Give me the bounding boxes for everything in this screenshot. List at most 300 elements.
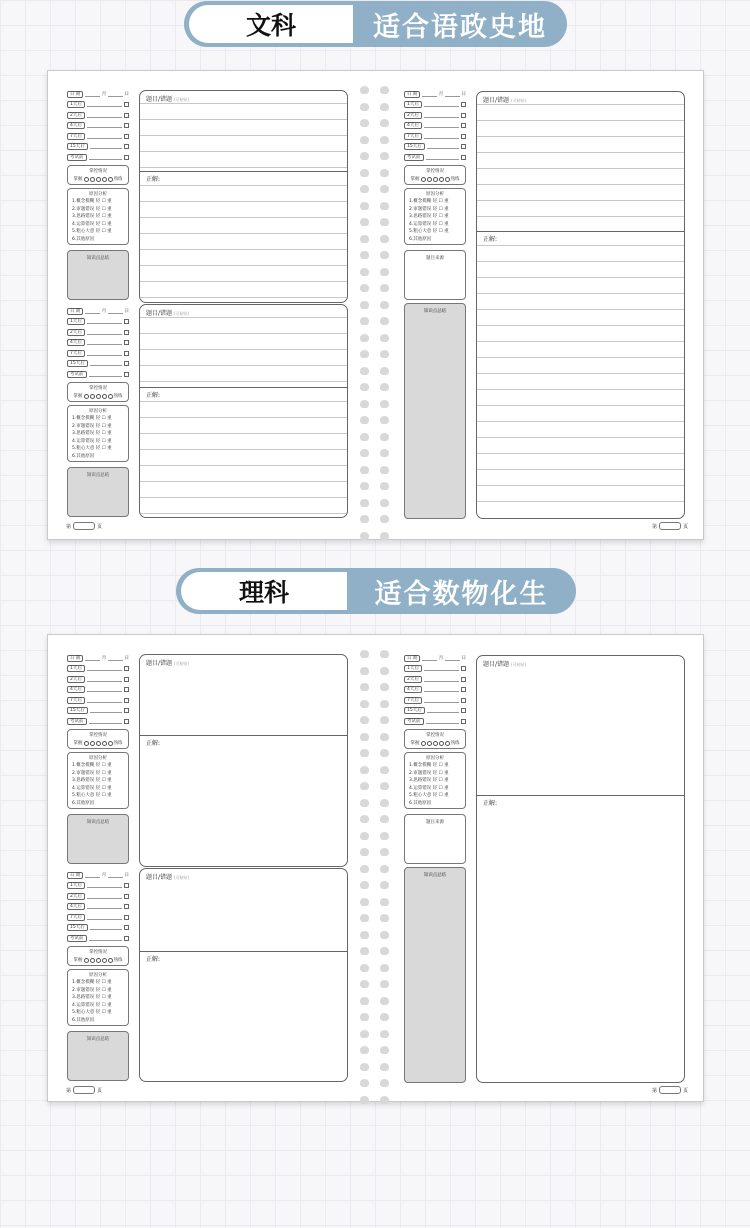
reason-item: 2.审题错误 轻 ☐ 重 [72, 206, 112, 212]
binding-ring [360, 251, 369, 259]
section-subtitle-science: 适合数物化生 [374, 578, 549, 610]
binding-ring [360, 515, 369, 523]
binding-ring [360, 350, 369, 358]
reason-item: 2.审题错误 轻 ☐ 重 [409, 770, 449, 776]
review-checkbox[interactable] [124, 113, 129, 118]
binding-ring [360, 1013, 369, 1021]
writing-line [477, 341, 684, 342]
question-source-box [404, 814, 466, 864]
review-line [424, 687, 459, 692]
reason-item: 6.其他原因 [72, 236, 95, 242]
reason-box [67, 188, 129, 245]
binding-ring [360, 301, 369, 309]
writing-line [477, 469, 684, 470]
review-row [404, 696, 466, 704]
mastery-scale [68, 740, 128, 746]
review-checkbox[interactable] [124, 155, 129, 160]
page-suffix: 页 [97, 523, 103, 530]
binding-ring [360, 914, 369, 922]
reason-item: 6.其他原因 [409, 236, 432, 242]
answer-divider [140, 387, 347, 388]
binding-ring [380, 383, 389, 391]
date-day-line [108, 92, 122, 97]
date-label: 日 期 [404, 655, 420, 662]
review-row [404, 101, 466, 109]
day-label: 日 [461, 656, 466, 661]
review-checkbox[interactable] [461, 687, 466, 692]
binding-ring [360, 218, 369, 226]
review-checkbox[interactable] [124, 330, 129, 335]
review-day-label: 考试前 [67, 718, 87, 725]
answer-label: 正解: [483, 236, 498, 243]
question-hint: (可粘贴) [173, 97, 190, 102]
question-source-label: 题目来源 [426, 820, 444, 825]
binding-ring [380, 1013, 389, 1021]
date-day-line [108, 656, 122, 661]
question-label: 题目/错题 (可粘贴) [483, 661, 527, 668]
review-checkbox[interactable] [461, 698, 466, 703]
review-row [67, 143, 129, 151]
mastery-circle[interactable] [96, 741, 101, 746]
binding-ring [360, 980, 369, 988]
binding-ring [380, 947, 389, 955]
date-day-line [445, 656, 459, 661]
reason-item: 4.运算错误 轻 ☐ 重 [72, 785, 112, 791]
question-panel[interactable] [476, 655, 685, 1083]
review-day-label: 4天后 [404, 686, 422, 693]
review-checkbox[interactable] [461, 113, 466, 118]
review-checkbox[interactable] [124, 123, 129, 128]
mastery-high-label: 熟练 [113, 958, 123, 963]
review-line [87, 687, 122, 692]
reason-list [405, 762, 465, 807]
knowledge-summary-box [67, 1031, 129, 1081]
mastery-circle[interactable] [439, 741, 444, 746]
knowledge-summary-label: 知识点总结 [86, 256, 110, 261]
reason-list [68, 762, 128, 807]
review-checkbox[interactable] [124, 372, 129, 377]
date-month-line [422, 92, 436, 97]
review-line [87, 915, 122, 920]
review-line [90, 708, 122, 713]
binding-ring [380, 433, 389, 441]
review-line [427, 144, 459, 149]
binding-ring [360, 1096, 369, 1104]
review-line [87, 319, 122, 324]
review-line [90, 361, 122, 366]
review-row [404, 132, 466, 140]
binding-ring [380, 1030, 389, 1038]
binding-ring [360, 881, 369, 889]
mastery-circle[interactable] [90, 958, 95, 963]
mastery-circle[interactable] [102, 958, 107, 963]
review-row [67, 328, 129, 336]
notebook-liberal-arts [47, 70, 704, 540]
mastery-circle[interactable] [102, 741, 107, 746]
reason-item: 1.概念模糊 轻 ☐ 重 [72, 416, 112, 421]
question-source-label: 题目来源 [426, 256, 444, 261]
question-panel[interactable] [139, 90, 348, 303]
mastery-circle[interactable] [84, 394, 89, 399]
section-label-liberal-arts: 文科 [189, 5, 353, 43]
mastery-circle[interactable] [84, 958, 89, 963]
review-checkbox[interactable] [124, 677, 129, 682]
binding-ring [380, 532, 389, 540]
question-hint: (可粘贴) [510, 662, 527, 667]
binding-ring [360, 1063, 369, 1071]
mastery-circle[interactable] [421, 741, 426, 746]
binding-ring [380, 997, 389, 1005]
mastery-circle[interactable] [108, 177, 113, 182]
mastery-circle[interactable] [84, 177, 89, 182]
reason-list [68, 415, 128, 460]
review-line [87, 134, 122, 139]
answer-label: 正解: [146, 392, 161, 399]
binding-ring [360, 416, 369, 424]
binding-ring [380, 815, 389, 823]
review-checkbox[interactable] [461, 719, 466, 724]
review-row [67, 686, 129, 694]
binding-ring [380, 683, 389, 691]
writing-line [477, 277, 684, 278]
writing-line [477, 389, 684, 390]
mastery-high-label: 熟练 [450, 177, 460, 182]
reason-item: 4.运算错误 轻 ☐ 重 [72, 438, 112, 444]
binding-ring [360, 931, 369, 939]
review-checkbox[interactable] [124, 915, 129, 920]
page-number [652, 522, 688, 530]
question-label: 题目/错题 (可粘贴) [146, 874, 190, 881]
review-line [426, 719, 460, 724]
review-row [67, 707, 129, 715]
review-checkbox[interactable] [124, 340, 129, 345]
writing-line [140, 265, 347, 266]
binding-ring [360, 367, 369, 375]
question-hint: (可粘贴) [173, 311, 190, 316]
mastery-circle[interactable] [96, 958, 101, 963]
review-checkbox[interactable] [124, 883, 129, 888]
binding-ring [360, 1079, 369, 1087]
binding-ring [380, 416, 389, 424]
review-line [89, 372, 123, 377]
review-checkbox[interactable] [124, 134, 129, 139]
review-checkbox[interactable] [124, 708, 129, 713]
reason-item: 4.运算错误 轻 ☐ 重 [409, 785, 449, 791]
reason-item: 5.粗心大意 轻 ☐ 重 [72, 446, 112, 451]
reason-item: 3.思路错误 轻 ☐ 重 [72, 995, 112, 1000]
review-line [424, 134, 459, 139]
binding-ring [360, 683, 369, 691]
review-line [87, 113, 122, 118]
writing-line [140, 167, 347, 168]
knowledge-summary-box [67, 467, 129, 517]
mastery-circle[interactable] [90, 177, 95, 182]
page-prefix: 第 [66, 1087, 72, 1094]
writing-line [477, 325, 684, 326]
review-day-label: 15天后 [67, 707, 88, 714]
writing-line [477, 184, 684, 185]
question-hint: (可粘贴) [510, 98, 527, 103]
review-checkbox[interactable] [461, 155, 466, 160]
review-row [67, 318, 129, 326]
review-checkbox[interactable] [461, 666, 466, 671]
writing-line [140, 201, 347, 202]
mastery-high-label: 熟练 [113, 394, 123, 399]
mastery-title: 掌控情况 [426, 169, 444, 174]
binding-ring [380, 400, 389, 408]
review-line [87, 123, 122, 128]
mastery-circle[interactable] [445, 741, 450, 746]
mastery-circle[interactable] [421, 177, 426, 182]
mastery-circle[interactable] [102, 394, 107, 399]
writing-line [140, 433, 347, 434]
binding-ring [380, 1063, 389, 1071]
review-row [67, 111, 129, 119]
writing-line [140, 119, 347, 120]
question-panel[interactable] [139, 654, 348, 867]
mastery-high-label: 熟练 [450, 741, 460, 746]
section-header-science [176, 568, 576, 614]
review-day-label: 15天后 [404, 143, 425, 150]
writing-line [477, 357, 684, 358]
review-day-label: 7天后 [404, 133, 422, 140]
review-checkbox[interactable] [124, 351, 129, 356]
binding-ring [380, 1096, 389, 1104]
binding-ring [380, 931, 389, 939]
review-row [67, 675, 129, 683]
review-checkbox[interactable] [124, 936, 129, 941]
writing-line [477, 136, 684, 137]
reason-title: 原因分析 [89, 756, 107, 761]
date-day-line [108, 873, 122, 878]
writing-line [140, 297, 347, 298]
question-panel[interactable] [476, 91, 685, 519]
review-day-label: 7天后 [67, 133, 85, 140]
date-label: 日 期 [67, 308, 83, 315]
mastery-circle[interactable] [84, 741, 89, 746]
review-checkbox[interactable] [124, 894, 129, 899]
mastery-title: 掌控情况 [89, 733, 107, 738]
review-row [404, 707, 466, 715]
review-checkbox[interactable] [461, 677, 466, 682]
binding-ring [380, 185, 389, 193]
reason-item: 1.概念模糊 轻 ☐ 重 [72, 763, 112, 768]
reason-item: 5.粗心大意 轻 ☐ 重 [72, 793, 112, 798]
binding-ring [380, 103, 389, 111]
binding-ring [380, 650, 389, 658]
binding-ring [360, 235, 369, 243]
writing-line [477, 216, 684, 217]
page-number-field[interactable] [659, 522, 681, 530]
writing-line [140, 151, 347, 152]
review-row [67, 924, 129, 932]
review-checkbox[interactable] [124, 144, 129, 149]
review-day-label: 考试前 [67, 371, 87, 378]
date-row [404, 90, 466, 98]
reason-item: 2.审题错误 轻 ☐ 重 [409, 206, 449, 212]
date-day-line [108, 309, 122, 314]
reason-item: 3.思路错误 轻 ☐ 重 [409, 778, 449, 783]
writing-line [477, 405, 684, 406]
mastery-circle[interactable] [433, 741, 438, 746]
review-checkbox[interactable] [124, 925, 129, 930]
review-checkbox[interactable] [124, 361, 129, 366]
mastery-circle[interactable] [108, 958, 113, 963]
review-checkbox[interactable] [461, 123, 466, 128]
mastery-circle[interactable] [96, 177, 101, 182]
page-suffix: 页 [683, 523, 689, 530]
writing-line [477, 104, 684, 105]
reason-item: 5.粗心大意 轻 ☐ 重 [72, 1010, 112, 1015]
binding-ring [360, 466, 369, 474]
review-day-label: 4天后 [67, 339, 85, 346]
writing-line [477, 309, 684, 310]
review-checkbox[interactable] [124, 319, 129, 324]
reason-item: 1.概念模糊 轻 ☐ 重 [72, 980, 112, 985]
writing-line [477, 261, 684, 262]
review-row [67, 913, 129, 921]
mastery-circle[interactable] [108, 394, 113, 399]
question-panel[interactable] [139, 868, 348, 1082]
review-checkbox[interactable] [124, 687, 129, 692]
review-line [424, 102, 459, 107]
mastery-circle[interactable] [427, 741, 432, 746]
mastery-scale [405, 740, 465, 746]
question-source-box [404, 250, 466, 300]
month-label: 月 [101, 92, 107, 97]
binding-ring [360, 284, 369, 292]
binding-ring [360, 334, 369, 342]
review-day-label: 2天后 [67, 893, 85, 900]
review-checkbox[interactable] [461, 708, 466, 713]
binding-ring [360, 832, 369, 840]
review-checkbox[interactable] [124, 904, 129, 909]
review-day-label: 1天后 [404, 665, 422, 672]
binding-ring [360, 400, 369, 408]
day-label: 日 [461, 92, 466, 97]
page-suffix: 页 [683, 1087, 689, 1094]
reason-item: 3.思路错误 轻 ☐ 重 [72, 778, 112, 783]
review-day-label: 1天后 [404, 101, 422, 108]
binding-ring [360, 815, 369, 823]
mastery-circle[interactable] [427, 177, 432, 182]
review-row [67, 339, 129, 347]
binding-ring [380, 169, 389, 177]
mastery-circle[interactable] [96, 394, 101, 399]
reason-item: 4.运算错误 轻 ☐ 重 [72, 221, 112, 227]
writing-line [140, 185, 347, 186]
question-hint: (可粘贴) [173, 661, 190, 666]
month-label: 月 [101, 873, 107, 878]
binding-ring [360, 119, 369, 127]
mastery-circle[interactable] [102, 177, 107, 182]
review-row [67, 122, 129, 130]
mastery-circle[interactable] [433, 177, 438, 182]
review-row [404, 675, 466, 683]
review-day-label: 考试前 [67, 154, 87, 161]
review-checkbox[interactable] [461, 102, 466, 107]
review-row [404, 686, 466, 694]
writing-line [140, 497, 347, 498]
review-day-label: 7天后 [67, 350, 85, 357]
question-panel[interactable] [139, 304, 348, 518]
review-checkbox[interactable] [124, 102, 129, 107]
reason-box [67, 969, 129, 1026]
knowledge-summary-label: 知识点总结 [86, 473, 110, 478]
binding-ring [360, 433, 369, 441]
review-day-label: 4天后 [67, 686, 85, 693]
mastery-box [67, 382, 129, 402]
page-number [652, 1086, 688, 1094]
binding-ring [360, 667, 369, 675]
writing-line [140, 365, 347, 366]
knowledge-summary-box [67, 814, 129, 864]
review-row [67, 717, 129, 725]
review-row [404, 665, 466, 673]
binding-ring [380, 716, 389, 724]
review-row [404, 153, 466, 161]
binding-ring [360, 700, 369, 708]
binding-ring [360, 749, 369, 757]
mastery-circle[interactable] [439, 177, 444, 182]
binding-ring [380, 499, 389, 507]
binding-ring [380, 251, 389, 259]
review-line [424, 677, 459, 682]
review-line [87, 894, 122, 899]
binding-ring [380, 301, 389, 309]
writing-line [140, 249, 347, 250]
reason-item: 6.其他原因 [409, 800, 432, 806]
review-checkbox[interactable] [124, 719, 129, 724]
writing-line [477, 245, 684, 246]
mastery-low-label: 掌握 [410, 177, 420, 182]
mastery-box [67, 729, 129, 749]
reason-item: 3.思路错误 轻 ☐ 重 [409, 214, 449, 219]
review-day-label: 1天后 [67, 318, 85, 325]
binding-ring [360, 317, 369, 325]
binding-ring [380, 482, 389, 490]
answer-label: 正解: [146, 176, 161, 183]
page-number-field[interactable] [73, 1086, 95, 1094]
date-month-line [422, 656, 436, 661]
review-day-label: 15天后 [67, 924, 88, 931]
page-number-field[interactable] [73, 522, 95, 530]
mastery-circle[interactable] [90, 741, 95, 746]
mastery-circle[interactable] [108, 741, 113, 746]
reason-title: 原因分析 [426, 756, 444, 761]
mastery-title: 掌控情况 [89, 386, 107, 391]
review-checkbox[interactable] [124, 698, 129, 703]
review-line [424, 113, 459, 118]
review-checkbox[interactable] [124, 666, 129, 671]
mastery-circle[interactable] [90, 394, 95, 399]
reason-title: 原因分析 [426, 192, 444, 197]
review-checkbox[interactable] [461, 134, 466, 139]
reason-title: 原因分析 [89, 409, 107, 414]
binding-ring [380, 1079, 389, 1087]
page-number-field[interactable] [659, 1086, 681, 1094]
month-label: 月 [438, 656, 444, 661]
mastery-circle[interactable] [445, 177, 450, 182]
date-day-line [445, 92, 459, 97]
page-suffix: 页 [97, 1087, 103, 1094]
mastery-high-label: 熟练 [113, 177, 123, 182]
binding-ring [360, 650, 369, 658]
mastery-low-label: 掌握 [410, 741, 420, 746]
review-row [67, 132, 129, 140]
review-checkbox[interactable] [461, 144, 466, 149]
review-row [404, 717, 466, 725]
